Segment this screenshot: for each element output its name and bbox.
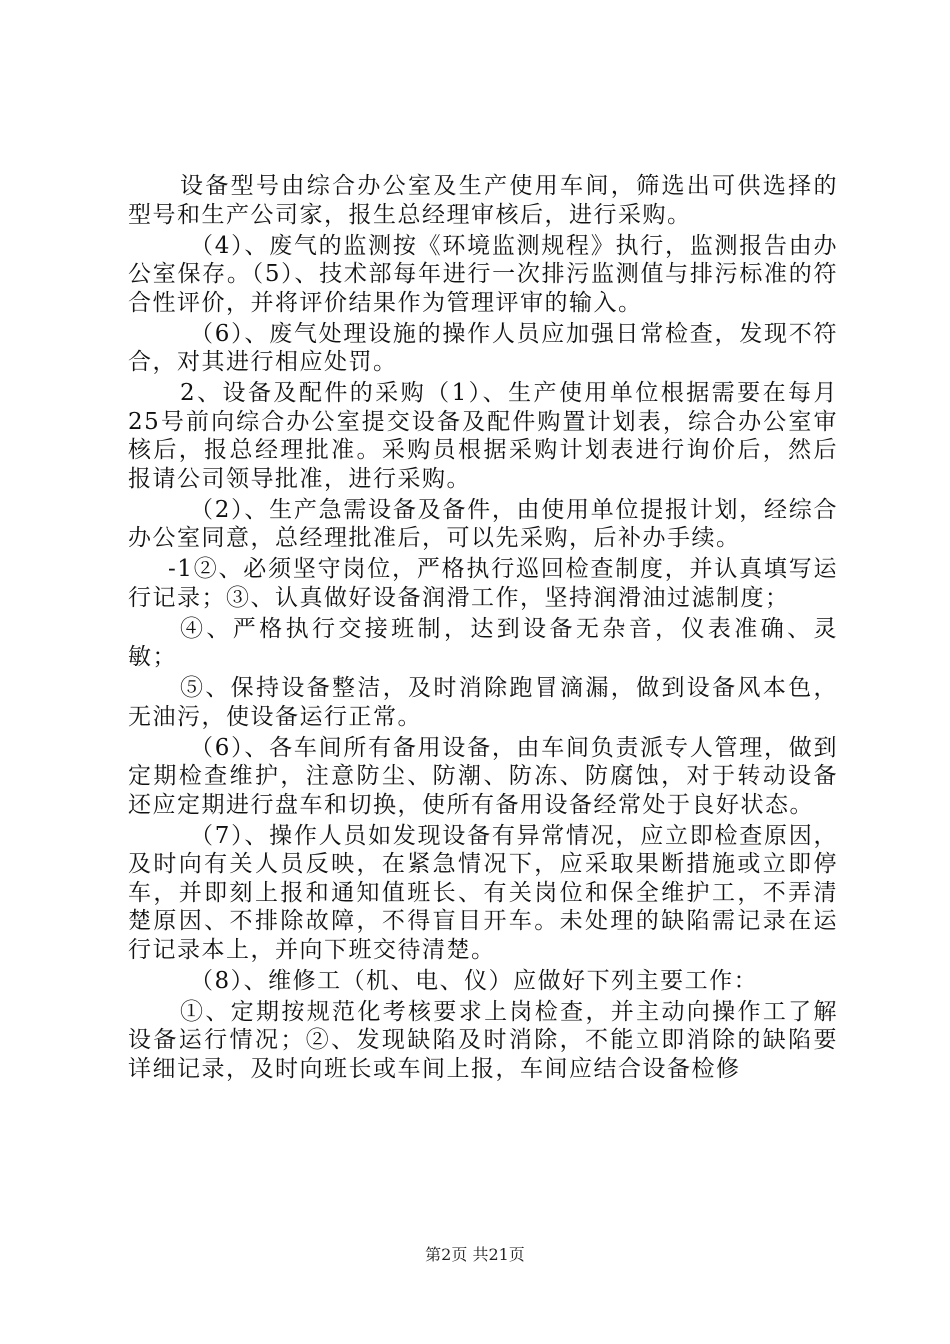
page-footer: 第2页 共21页 [425, 1245, 525, 1264]
paragraph: ⑤、保持设备整洁，及时消除跑冒滴漏，做到设备风本色，无油污，使设备运行正常。 [128, 675, 838, 730]
paragraph: （2）、生产急需设备及备件，由使用单位提报计划，经综合办公室同意，总经理批准后，可以先采购，后补办手续。 [128, 496, 838, 551]
paragraph: 设备型号由综合办公室及生产使用车间，筛选出可供选择的型号和生产公司家，报生总经理审核后，进行采购。 [128, 173, 838, 228]
paragraph: （6）、废气处理设施的操作人员应加强日常检查，发现不符合，对其进行相应处罚。 [128, 320, 838, 375]
paragraph: （4）、废气的监测按《环境监测规程》执行，监测报告由办公室保存。（5）、技术部每年进行一次排污监测值与排污标准的符合性评价，并将评价结果作为管理评审的输入。 [128, 232, 838, 316]
paragraph: 2、设备及配件的采购（1）、生产使用单位根据需要在每月25号前向综合办公室提交设备及配件购置计划表，综合办公室审核后，报总经理批准。采购员根据采购计划表进行询价后，然后报请公司领导批准，进行采购。 [128, 380, 838, 492]
paragraph: （7）、操作人员如发现设备有异常情况，应立即检查原因，及时向有关人员反映，在紧急情况下，应采取果断措施或立即停车，并即刻上报和通知值班长、有关岗位和保全维护工，不弄清楚原因、不排除故障，不得盲目开车。未处理的缺陷需记录在运行记录本上，并向下班交待清楚。 [128, 822, 838, 963]
paragraph: ①、定期按规范化考核要求上岗检查，并主动向操作工了解设备运行情况；②、发现缺陷及时消除，不能立即消除的缺陷要详细记录，及时向班长或车间上报，车间应结合设备检修 [128, 998, 838, 1082]
paragraph: （8）、维修工（机、电、仪）应做好下列主要工作： [190, 967, 759, 994]
paragraph: -1②、必须坚守岗位，严格执行巡回检查制度，并认真填写运行记录；③、认真做好设备润滑工作，坚持润滑油过滤制度； [128, 556, 838, 611]
paragraph: ④、严格执行交接班制，达到设备无杂音，仪表准确、灵敏； [128, 615, 838, 670]
document-body [128, 172, 838, 1086]
paragraph: （6）、各车间所有备用设备，由车间负责派专人管理，做到定期检查维护，注意防尘、防潮、防冻、防腐蚀，对于转动设备还应定期进行盘车和切换，使所有备用设备经常处于良好状态。 [128, 734, 838, 818]
